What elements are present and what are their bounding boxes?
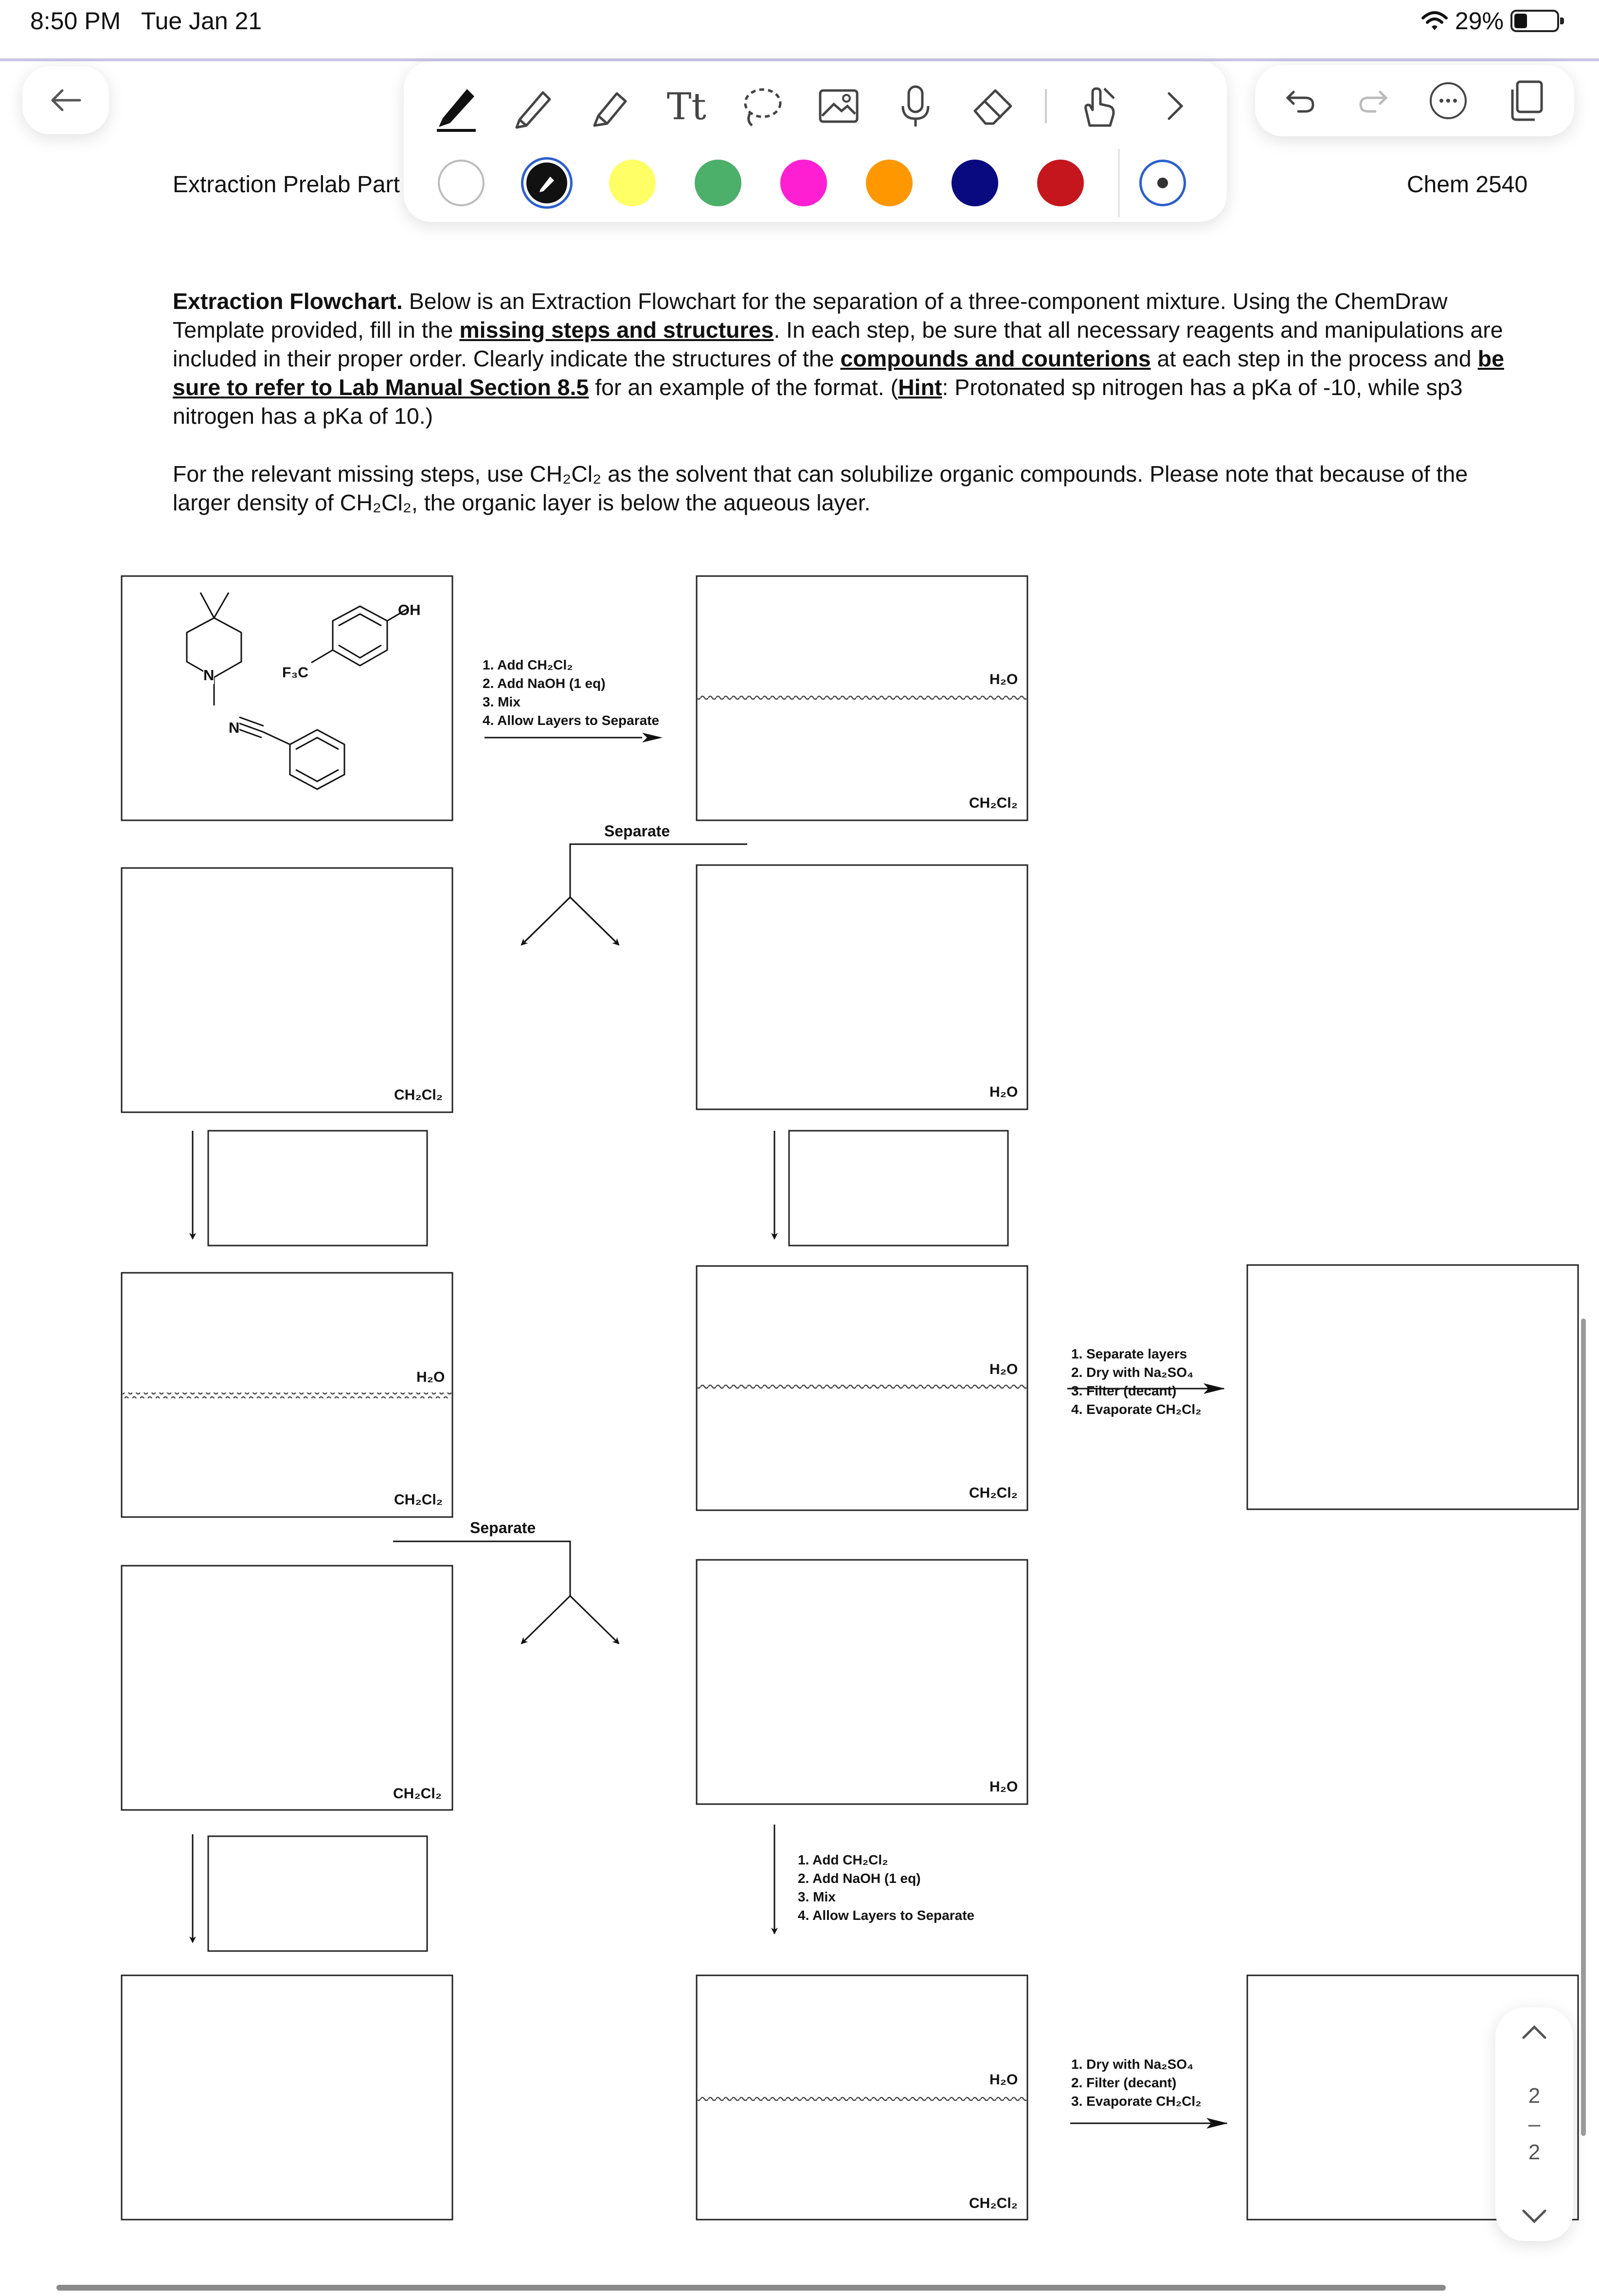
step-line: 2. Filter (decant) xyxy=(1071,2075,1177,2090)
vertical-scrollbar[interactable] xyxy=(1581,1319,1586,2136)
steps-b xyxy=(1071,1345,1202,1419)
f3c-label: F₃C xyxy=(282,665,308,681)
organic-layer-box-left-2 xyxy=(122,1566,452,1810)
reagent-box-left-2 xyxy=(208,1836,427,1951)
reagent-box-left-1 xyxy=(208,1131,427,1246)
emphasis-run: be sure to refer to Lab Manual Section 8.5 xyxy=(173,346,1504,400)
instructions-paragraph-2: For the relevant missing steps, use CH₂Cl₂ as the solvent that can solubilize organic compounds. Please note that because of the larger density of CH₂Cl₂, the organic layer is below the aqueous layer. xyxy=(173,461,1468,515)
dcm-label: CH₂Cl₂ xyxy=(969,2195,1018,2211)
instructions-title: Extraction Flowchart. xyxy=(173,289,403,314)
step-line: 4. Allow Layers to Separate xyxy=(483,713,660,728)
chevron-up-icon[interactable] xyxy=(1520,2022,1549,2042)
total-pages: 2 xyxy=(1528,2140,1541,2164)
water-label: H₂O xyxy=(416,1369,445,1385)
step-line: 3. Filter (decant) xyxy=(1071,1383,1177,1398)
n-label: N xyxy=(203,667,215,684)
step-line: 1. Separate layers xyxy=(1071,1346,1187,1361)
emphasis-run: missing steps and structures xyxy=(459,317,774,343)
step-line: 1. Add CH₂Cl₂ xyxy=(798,1852,888,1867)
emphasis-run: Hint xyxy=(898,375,942,400)
water-label: H₂O xyxy=(989,671,1018,687)
text-run: Below is an Extraction Flowchart for the separation of a three-component mixture. Using the ChemDraw Template provided, fill in the xyxy=(173,289,1448,343)
step-line: 2. Dry with Na₂SO₄ xyxy=(1071,1365,1194,1380)
dcm-label: CH₂Cl₂ xyxy=(969,1485,1018,1501)
page-indicator xyxy=(1495,2007,1573,2241)
page-number xyxy=(1528,2082,1540,2167)
step-line: 1. Add CH₂Cl₂ xyxy=(483,657,573,672)
split-arrow-left-1 xyxy=(521,897,570,945)
text-run: : Protonated sp nitrogen has a pKa of -10, while sp3 nitrogen has a pKa of 10.) xyxy=(173,375,1463,429)
current-page: 2 xyxy=(1528,2084,1541,2108)
text-tool-icon[interactable]: Tt xyxy=(666,84,706,128)
document-header-right: Chem 2540 xyxy=(1407,172,1528,198)
wavy-interface xyxy=(123,1392,451,1398)
step-line: 2. Add NaOH (1 eq) xyxy=(798,1871,921,1886)
chevron-down-icon[interactable] xyxy=(1520,2207,1549,2226)
step-line: 3. Mix xyxy=(798,1889,836,1904)
step-line: 4. Allow Layers to Separate xyxy=(798,1908,975,1923)
water-label: H₂O xyxy=(989,1361,1018,1377)
text-run: for an example of the format. ( xyxy=(589,375,898,400)
split-arrow-right-1 xyxy=(570,897,619,945)
step-line: 1. Dry with Na₂SO₄ xyxy=(1071,2057,1194,2072)
steps-a xyxy=(483,656,659,730)
split-arrow-right-2 xyxy=(570,1596,619,1644)
emphasis-run: compounds and counterions xyxy=(840,346,1151,371)
step-line: 3. Mix xyxy=(483,694,521,709)
step-line: 2. Add NaOH (1 eq) xyxy=(483,676,606,691)
n-label: N xyxy=(229,719,240,736)
dcm-label: CH₂Cl₂ xyxy=(969,795,1018,811)
oh-label: OH xyxy=(398,601,421,618)
step-line: 3. Evaporate CH₂Cl₂ xyxy=(1071,2094,1202,2109)
wavy-interface xyxy=(698,2095,1026,2101)
steps-a-arrow xyxy=(482,728,666,747)
text-run: . In each step, be sure that all necessary reagents and manipulations are included in their proper order. Clearly indicate the structures of the xyxy=(173,317,1503,371)
organic-layer-box-left xyxy=(122,868,452,1112)
time-text: 8:50 PM xyxy=(30,7,121,35)
battery-percent: 29% xyxy=(1455,7,1504,35)
wavy-interface xyxy=(698,695,1026,701)
aqueous-layer-box-right xyxy=(697,865,1027,1109)
aqueous-layer-box-right-2 xyxy=(697,1560,1027,1804)
document-header-left: Extraction Prelab Part xyxy=(173,172,400,198)
reagent-box-right-1 xyxy=(789,1131,1008,1246)
home-indicator[interactable] xyxy=(56,2285,1446,2291)
water-label: H₂O xyxy=(989,1084,1018,1100)
wavy-interface xyxy=(698,1385,1026,1391)
split-arrow-left-2 xyxy=(521,1596,570,1644)
water-label: H₂O xyxy=(989,2072,1018,2088)
separate-label: Separate xyxy=(470,1519,536,1537)
dcm-label: CH₂Cl₂ xyxy=(393,1786,442,1802)
page-divider: – xyxy=(1528,2112,1541,2136)
date-text: Tue Jan 21 xyxy=(141,7,262,35)
steps-d xyxy=(1071,2055,1202,2111)
separate-label: Separate xyxy=(604,822,670,840)
dcm-label: CH₂Cl₂ xyxy=(394,1492,443,1508)
dcm-label: CH₂Cl₂ xyxy=(394,1087,443,1103)
water-label: H₂O xyxy=(989,1779,1018,1795)
steps-c xyxy=(798,1851,974,1925)
text-run: at each step in the process and xyxy=(1150,346,1478,371)
step-line: 4. Evaporate CH₂Cl₂ xyxy=(1071,1402,1202,1417)
final-box-left xyxy=(122,1975,452,2220)
product-box-1 xyxy=(1247,1265,1578,1509)
